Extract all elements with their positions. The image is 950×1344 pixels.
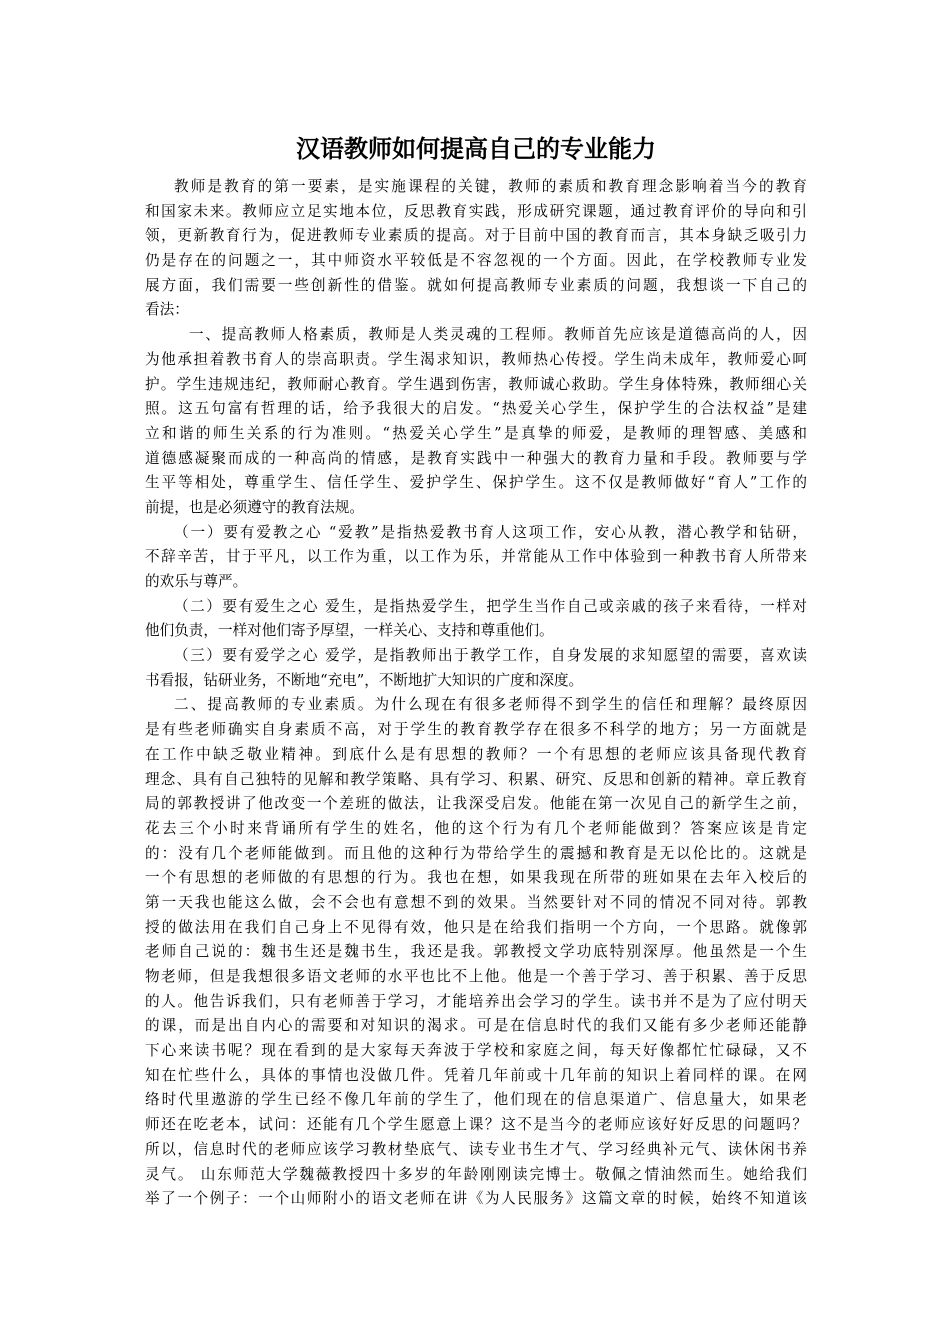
text-line: 理念、具有自己独特的见解和教学策略、具有学习、积累、研究、反思和创新的精神。章丘教育 <box>145 770 807 788</box>
text-line: 物老师，但是我想很多语文老师的水平也比不上他。他是一个善于学习、善于积累、善于反思 <box>145 968 807 985</box>
text-line: 老师自己说的：魏书生还是魏书生，我还是我。郭教授文学功底特别深厚。他虽然是一个生 <box>145 943 807 961</box>
text-line: 的欢乐与尊严。 <box>145 573 248 590</box>
text-line: 立和谐的师生关系的行为准则。“热爱关心学生”是真挚的师爱，是教师的理智感、美感和 <box>145 424 807 442</box>
text-line: 灵气。 山东师范大学魏薇教授四十多岁的年龄刚刚读完博士。敬佩之情油然而生。她给我们 <box>145 1165 807 1183</box>
text-line: 护。学生违规违纪，教师耐心教育。学生遇到伤害，教师诚心救助。学生身体特殊，教师细心关 <box>145 375 807 393</box>
text-line: 看法： <box>145 301 189 319</box>
text-line: 仍是存在的问题之一，其中师资水平较低是不容忽视的一个方面。因此，在学校教师专业发 <box>145 252 807 270</box>
text-line: 不辞辛苦，甘于平凡，以工作为重，以工作为乐，并常能从工作中体验到一种教书育人所带来 <box>145 548 807 566</box>
text-line: 的：没有几个老师能做到。而且他的这种行为带给学生的震撼和教育是无以伦比的。这就是 <box>145 844 807 862</box>
document-page <box>145 0 807 1344</box>
text-line: 展方面，我们需要一些创新性的借鉴。就如何提高教师专业素质的问题，我想谈一下自己的 <box>145 276 807 294</box>
text-line: 的人。他告诉我们，只有老师善于学习，才能培养出会学习的学生。读书并不是为了应付明天 <box>145 992 807 1010</box>
text-line: 一、提高教师人格素质，教师是人类灵魂的工程师。教师首先应该是道德高尚的人，因 <box>189 326 807 344</box>
text-line: 在工作中缺乏敬业精神。到底什么是有思想的教师？一个有思想的老师应该具备现代教育 <box>145 745 807 763</box>
text-line: 和国家未来。教师应立足实地本位，反思教育实践，形成研究课题，通过教育评价的导向和引 <box>145 202 807 220</box>
text-line: 下心来读书呢？现在看到的是大家每天奔波于学校和家庭之间，每天好像都忙忙碌碌，又不 <box>145 1042 807 1060</box>
text-line: 是有些老师确实自身素质不高，对于学生的教育教学存在很多不科学的地方；另一方面就是 <box>145 721 807 739</box>
text-line: 局的郭教授讲了他改变一个差班的做法，让我深受启发。他能在第一次见自己的新学生之前， <box>145 795 807 813</box>
text-line: 二、提高教师的专业素质。为什么现在有很多老师得不到学生的信任和理解？最终原因 <box>174 696 807 714</box>
text-line: 为他承担着教书育人的崇高职责。学生渴求知识，教师热心传授。学生尚未成年，教师爱心呵 <box>145 350 807 368</box>
text-line: 他们负责，一样对他们寄予厚望，一样关心、支持和尊重他们。 <box>145 622 554 640</box>
text-line: 络时代里遨游的学生已经不像几年前的学生了，他们现在的信息渠道广、信息量大，如果老 <box>145 1091 807 1109</box>
text-line: （二）要有爱生之心 爱生，是指热爱学生，把学生当作自己或亲戚的孩子来看待，一样对 <box>174 597 807 615</box>
text-line: 一个有思想的老师做的有思想的行为。我也在想，如果我现在所带的班如果在去年入校后的 <box>145 869 807 887</box>
text-line: 领，更新教育行为，促进教师专业素质的提高。对于目前中国的教育而言，其本身缺乏吸引力 <box>145 227 807 245</box>
text-line: （三）要有爱学之心 爱学，是指教师出于教学工作，自身发展的求知愿望的需要，喜欢读 <box>174 647 807 665</box>
text-line: （一）要有爱教之心 “爱教”是指热爱教书育人这项工作，安心从教，潜心教学和钻研， <box>174 523 807 541</box>
text-line: 道德感凝聚而成的一种高尚的情感，是教育实践中一种强大的教育力量和手段。教师要与学 <box>145 449 807 467</box>
text-line: 知在忙些什么，具体的事情也没做几件。凭着几年前或十几年前的知识上着同样的课。在网 <box>145 1066 807 1084</box>
text-line: 前提，也是必须遵守的教育法规。 <box>145 498 364 516</box>
text-line: 花去三个小时来背诵所有学生的姓名，他的这个行为有几个老师能做到？答案应该是肯定 <box>145 819 807 837</box>
document-title: 汉语教师如何提高自己的专业能力 <box>296 135 656 163</box>
text-line: 生平等相处，尊重学生、信任学生、爱护学生、保护学生。这不仅是教师做好“育人”工作的 <box>145 474 807 492</box>
text-line: 第一天我也能这么做，会不会也有意想不到的效果。当然要针对不同的情况不同对待。郭教 <box>145 893 807 911</box>
text-line: 师还在吃老本，试问：还能有几个学生愿意上课？这不是当今的老师应该好好反思的问题吗？ <box>145 1116 807 1134</box>
text-line: 授的做法用在我们自己身上不见得有效，他只是在给我们指明一个方向，一个思路。就像郭 <box>145 918 807 936</box>
document-body <box>145 175 807 1212</box>
text-line: 教师是教育的第一要素，是实施课程的关键，教师的素质和教育理念影响着当今的教育 <box>174 178 807 195</box>
text-line: 所以，信息时代的老师应该学习教材垫底气、读专业书生才气、学习经典补元气、读休闲书养 <box>145 1140 807 1158</box>
text-line: 书看报，钻研业务，不断地“充电”，不断地扩大知识的广度和深度。 <box>145 671 584 689</box>
text-line: 的课，而是出自内心的需要和对知识的渴求。可是在信息时代的我们又能有多少老师还能静 <box>145 1017 807 1035</box>
text-line: 举了一个例子：一个山师附小的语文老师在讲《为人民服务》这篇文章的时候，始终不知道该 <box>145 1190 807 1208</box>
text-line: 照。这五句富有哲理的话，给予我很大的启发。“热爱关心学生，保护学生的合法权益”是建 <box>145 400 807 418</box>
